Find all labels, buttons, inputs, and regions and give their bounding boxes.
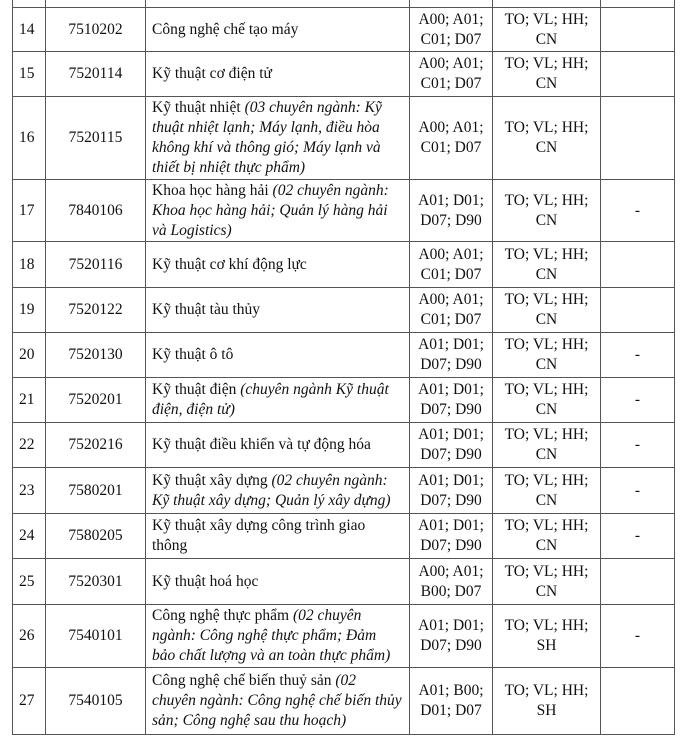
major-code: 7520122 [46,288,146,333]
note: - [601,514,675,559]
major-name-cell [146,8,410,52]
subject-combos: A01; D01; D07; D90 [410,468,493,514]
note: - [601,605,675,668]
row-number: 14 [13,8,46,52]
exam-subjects: TO; VL; HH; CN [493,468,601,514]
major-name-cell [146,605,410,668]
major-name: Kỹ thuật điều khiển và tự động hóa [152,436,371,453]
exam-subjects: TO; VL; HH; CN [493,242,601,288]
major-code: 7580205 [46,514,146,559]
major-detail: (03 chuyên ngành: Kỹ thuật nhiệt lạnh; Máy lạnh, điều hòa không khí và thông gió; Máy lạnh và thiết bị nhiệt thực phẩm) [152,99,382,176]
table-row [13,52,675,97]
major-code: 7520301 [46,559,146,605]
major-detail: (02 chuyên ngành: Khoa học hàng hải; Quản lý hàng hải và Logistics) [152,181,389,239]
exam-subjects: TO; VL; HH; CN [493,180,601,242]
exam-subjects: TO; VL; HH; SH [493,668,601,735]
major-name: Kỹ thuật hoá học [152,572,259,590]
majors-table [12,0,675,735]
major-code: 7520115 [46,97,146,180]
row-number: 17 [13,180,46,242]
exam-subjects: TO; VL; HH; CN [493,52,601,97]
table-row [13,468,675,514]
major-name: Kỹ thuật tàu thủy [152,301,261,318]
subject-combos: A00; A01; C01; D07 [410,52,493,97]
note [601,8,675,52]
exam-subjects: TO; VL; HH; CN [493,423,601,468]
exam-subjects: TO; VL; HH; CN [493,8,601,52]
note: - [601,180,675,242]
header-row-partial [13,0,675,8]
major-name-cell [146,242,410,288]
row-number: 26 [13,605,46,668]
subject-combos: A01; D01; D07; D90 [410,605,493,668]
major-code: 7840106 [46,180,146,242]
table-row [13,423,675,468]
major-detail: (02 chuyên ngành: Kỹ thuật xây dựng; Quản lý xây dựng) [152,471,391,509]
note: - [601,423,675,468]
major-name: Kỹ thuật xây dựng công trình giao thông [152,517,366,554]
row-number: 27 [13,668,46,735]
table-row [13,333,675,378]
exam-subjects: TO; VL; HH; SH [493,605,601,668]
row-number: 23 [13,468,46,514]
subject-combos: A00; A01; C01; D07 [410,97,493,180]
table-row [13,8,675,52]
table-row [13,605,675,668]
major-name: Kỹ thuật cơ điện tử [152,65,272,82]
major-name-cell [146,559,410,605]
note [601,668,675,735]
major-name-cell [146,180,410,242]
subject-combos: A01; D01; D07; D90 [410,514,493,559]
note: - [601,468,675,514]
exam-subjects: TO; VL; HH; CN [493,333,601,378]
table-row [13,559,675,605]
row-number: 20 [13,333,46,378]
major-name-cell [146,288,410,333]
exam-subjects: TO; VL; HH; CN [493,288,601,333]
table-row [13,97,675,180]
major-code: 7520216 [46,423,146,468]
table-row [13,242,675,288]
row-number: 15 [13,52,46,97]
row-number: 19 [13,288,46,333]
note [601,559,675,605]
major-detail: (02 chuyên ngành: Công nghệ chế biến thủy sản; Công nghệ sau thu hoạch) [152,672,402,729]
major-name-cell [146,52,410,97]
major-name-cell [146,468,410,514]
note: - [601,333,675,378]
row-number: 18 [13,242,46,288]
major-name: Kỹ thuật xây dựng [152,471,272,489]
major-detail: (chuyên ngành Kỹ thuật điện, điện tử) [152,381,389,418]
major-name: Công nghệ thực phẩm [152,607,293,624]
major-name-cell [146,97,410,180]
exam-subjects: TO; VL; HH; CN [493,559,601,605]
major-code: 7520201 [46,378,146,423]
major-name-cell [146,668,410,735]
row-number: 25 [13,559,46,605]
major-name: Khoa học hàng hải [152,181,273,199]
note [601,242,675,288]
exam-subjects: TO; VL; HH; CN [493,378,601,423]
note [601,97,675,180]
major-code: 7540101 [46,605,146,668]
exam-subjects: TO; VL; HH; CN [493,514,601,559]
row-number: 24 [13,514,46,559]
subject-combos: A00; A01; B00; D07 [410,559,493,605]
major-code: 7540105 [46,668,146,735]
row-number: 21 [13,378,46,423]
subject-combos: A00; A01; C01; D07 [410,242,493,288]
major-name-cell [146,514,410,559]
table-row [13,668,675,735]
major-name: Kỹ thuật cơ khí động lực [152,255,307,273]
table-row [13,288,675,333]
major-code: 7520114 [46,52,146,97]
major-name: Kỹ thuật ô tô [152,346,234,363]
major-detail: (02 chuyên ngành: Công nghệ thực phẩm; Đảm bảo chất lượng và an toàn thực phẩm) [152,607,391,664]
major-name-cell [146,333,410,378]
row-number: 22 [13,423,46,468]
subject-combos: A00; A01; C01; D07 [410,8,493,52]
subject-combos: A00; A01; C01; D07 [410,288,493,333]
exam-subjects: TO; VL; HH; CN [493,97,601,180]
major-name-cell [146,378,410,423]
major-name-cell [146,423,410,468]
note [601,288,675,333]
note [601,52,675,97]
major-code: 7520130 [46,333,146,378]
row-number: 16 [13,97,46,180]
subject-combos: A01; D01; D07; D90 [410,378,493,423]
subject-combos: A01; B00; D01; D07 [410,668,493,735]
major-name: Kỹ thuật điện [152,381,241,398]
subject-combos: A01; D01; D07; D90 [410,423,493,468]
major-code: 7580201 [46,468,146,514]
major-name: Kỹ thuật nhiệt [152,99,245,116]
major-name: Công nghệ chế tạo máy [152,20,299,38]
note: - [601,378,675,423]
subject-combos: A01; D01; D07; D90 [410,333,493,378]
table-row [13,180,675,242]
major-code: 7520116 [46,242,146,288]
subject-combos: A01; D01; D07; D90 [410,180,493,242]
major-name: Công nghệ chế biến thuỷ sản [152,672,336,689]
major-code: 7510202 [46,8,146,52]
table-row [13,378,675,423]
table-row [13,514,675,559]
